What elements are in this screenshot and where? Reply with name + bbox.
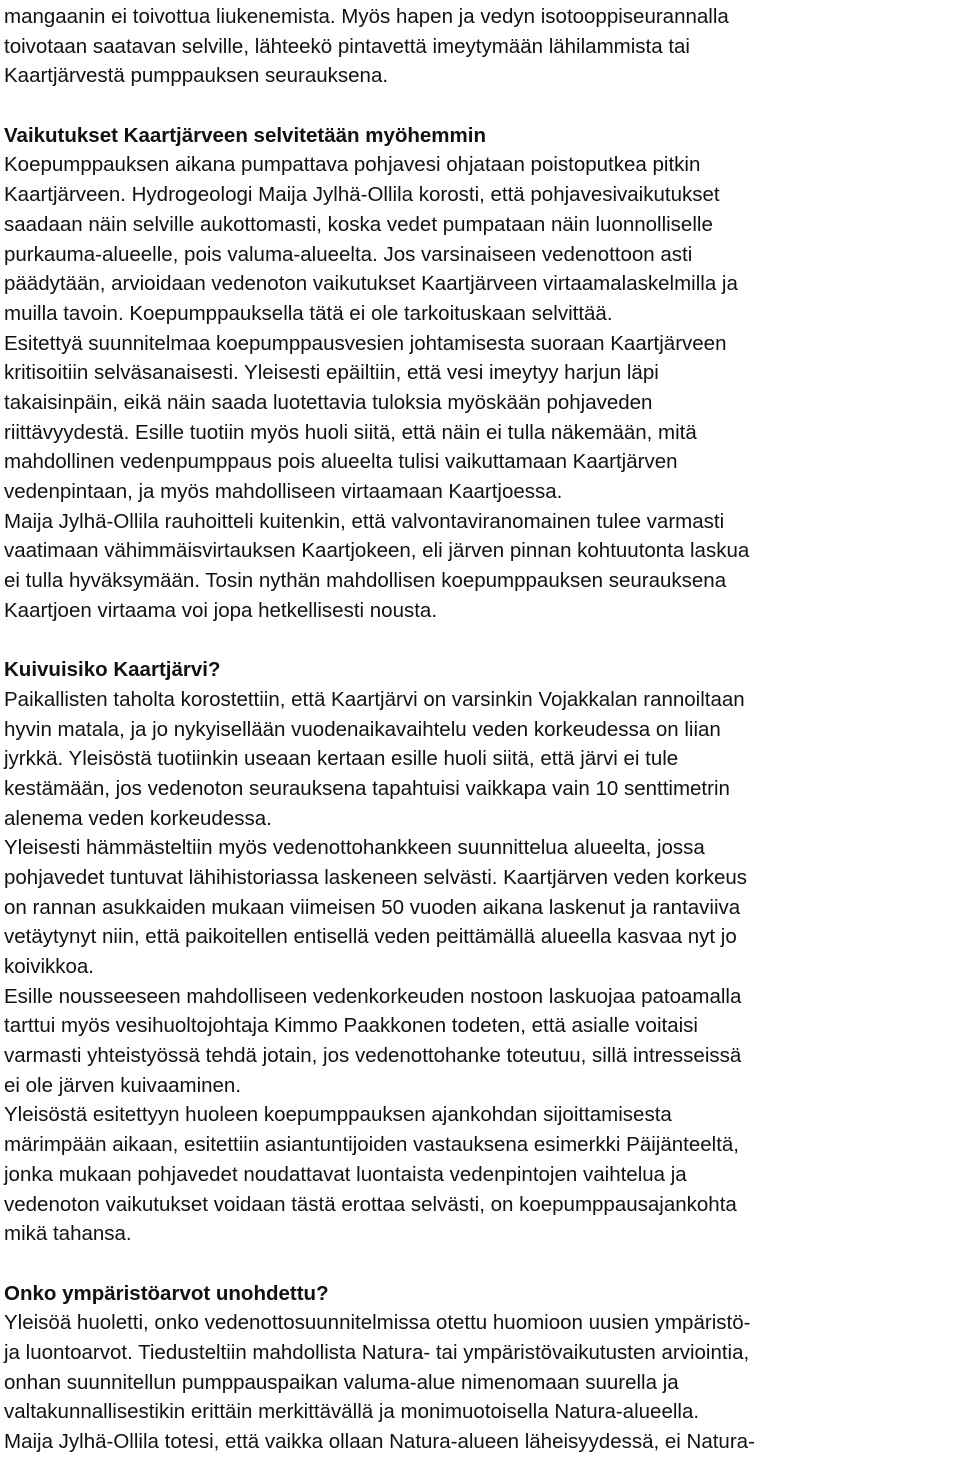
text-line: mangaanin ei toivottua liukenemista. Myös hapen ja vedyn isotooppiseurannalla <box>4 5 729 28</box>
text-line: ei ole järven kuivaaminen. <box>4 1073 242 1097</box>
text-line: valtakunnallisestikin erittäin merkittävällä ja monimuotoisella Natura-alueella. <box>4 1400 700 1424</box>
text-line: vedenoton vaikutukset voidaan tästä erottaa selvästi, on koepumppausajankohta <box>4 1192 737 1216</box>
text-line: alenema veden korkeudessa. <box>4 806 272 830</box>
text-line: vetäytynyt niin, että paikoitellen entisellä veden peittämällä alueella kasvaa nyt jo <box>4 925 737 949</box>
paragraph-intro <box>4 2 960 91</box>
text-line: Esille nousseeseen mahdolliseen vedenkorkeuden nostoon laskuojaa patoamalla <box>4 984 742 1008</box>
text-line: vaatimaan vähimmäisvirtauksen Kaartjokeen, eli järven pinnan kohtuutonta laskua <box>4 539 750 563</box>
paragraph-gap <box>4 91 960 121</box>
section-body <box>4 1308 960 1456</box>
paragraph-gap <box>4 625 960 655</box>
section-heading: Vaikutukset Kaartjärveen selvitetään myöhemmin <box>4 123 486 147</box>
text-line: Yleisöä huoletti, onko vedenottosuunnitelmissa otettu huomioon uusien ympäristö- <box>4 1311 751 1335</box>
text-line: takaisinpäin, eikä näin saada luotettavia tuloksia myöskään pohjaveden <box>4 390 653 414</box>
text-line: tarttui myös vesihuoltojohtaja Kimmo Paakkonen todeten, että asialle voitaisi <box>4 1014 698 1038</box>
text-line: kestämään, jos vedenoton seurauksena tapahtuisi vaikkapa vain 10 senttimetrin <box>4 776 730 800</box>
section-body <box>4 150 960 625</box>
text-line: Esitettyä suunnitelmaa koepumppausvesien johtamisesta suoraan Kaartjärveen <box>4 331 727 355</box>
text-line: Koepumppauksen aikana pumpattava pohjavesi ohjataan poistoputkea pitkin <box>4 153 701 177</box>
text-line: muilla tavoin. Koepumppauksella tätä ei ole tarkoituskaan selvittää. <box>4 301 613 325</box>
text-line: toivotaan saatavan selville, lähteekö pintavettä imeytymään lähilammista tai <box>4 34 690 58</box>
text-line: ei tulla hyväksymään. Tosin nythän mahdollisen koepumppauksen seurauksena <box>4 569 727 593</box>
text-line: märimpään aikaan, esitettiin asiantuntijoiden vastauksena esimerkki Päijänteeltä, <box>4 1133 739 1157</box>
text-line: ja luontoarvot. Tiedusteltiin mahdollista Natura- tai ympäristövaikutusten arviointia, <box>4 1340 750 1364</box>
text-line: mahdollinen vedenpumppaus pois alueelta tulisi vaikuttamaan Kaartjärven <box>4 450 678 474</box>
text-line: vedenpintaan, ja myös mahdolliseen virtaamaan Kaartjoessa. <box>4 480 563 503</box>
text-line: Yleisesti hämmästeltiin myös vedenottohankkeen suunnittelua alueelta, jossa <box>4 836 705 860</box>
text-line: saadaan näin selville aukottomasti, koska vedet pumpataan näin luonnolliselle <box>4 212 713 236</box>
text-line: koivikkoa. <box>4 955 95 978</box>
text-line: Paikallisten taholta korostettiin, että Kaartjärvi on varsinkin Vojakkalan rannoiltaan <box>4 687 745 711</box>
text-line: pohjavedet tuntuvat lähihistoriassa laskeneen selvästi. Kaartjärven veden korkeus <box>4 865 747 889</box>
text-line: jyrkkä. Yleisöstä tuotiinkin useaan kertaan esille huoli siitä, että järvi ei tule <box>4 747 679 771</box>
text-line: Yleisöstä esitettyyn huoleen koepumppauksen ajankohdan sijoittamisesta <box>4 1103 672 1127</box>
section-body <box>4 685 960 1249</box>
text-line: Kaartjärvestä pumppauksen seurauksena. <box>4 64 389 88</box>
text-line: Maija Jylhä-Ollila totesi, että vaikka ollaan Natura-alueen läheisyydessä, ei Natura- <box>4 1430 755 1453</box>
text-line: onhan suunnitellun pumppauspaikan valuma-alue nimenomaan suurella ja <box>4 1370 679 1394</box>
paragraph-gap <box>4 1249 960 1279</box>
section-heading: Kuivuisiko Kaartjärvi? <box>4 658 221 682</box>
section-heading: Onko ympäristöarvot unohdettu? <box>4 1281 329 1305</box>
text-line: Kaartjoen virtaama voi jopa hetkellisesti nousta. <box>4 598 438 622</box>
text-line: varmasti yhteistyössä tehdä jotain, jos vedenottohanke toteutuu, sillä intresseissä <box>4 1044 742 1068</box>
text-line: mikä tahansa. <box>4 1222 132 1246</box>
text-line: jonka mukaan pohjavedet noudattavat luontaista vedenpintojen vaihtelua ja <box>4 1162 687 1186</box>
text-line: purkauma-alueelle, pois valuma-alueelta. Jos varsinaiseen vedenottoon asti <box>4 242 693 266</box>
text-line: hyvin matala, ja jo nykyisellään vuodenaikavaihtelu veden korkeudessa on liian <box>4 717 721 741</box>
text-line: Kaartjärveen. Hydrogeologi Maija Jylhä-Ollila korosti, että pohjavesivaikutukset <box>4 183 720 207</box>
text-line: kritisoitiin selväsanaisesti. Yleisesti epäiltiin, että vesi imeytyy harjun läpi <box>4 361 659 385</box>
text-line: päädytään, arvioidaan vedenoton vaikutukset Kaartjärveen virtaamalaskelmilla ja <box>4 272 738 296</box>
text-line: Maija Jylhä-Ollila rauhoitteli kuitenkin, että valvontaviranomainen tulee varmasti <box>4 509 725 533</box>
text-line: on rannan asukkaiden mukaan viimeisen 50 vuoden aikana laskenut ja rantaviiva <box>4 895 741 919</box>
text-line: riittävyydestä. Esille tuotiin myös huoli siitä, että näin ei tulla näkemään, mitä <box>4 420 697 444</box>
document-page <box>4 2 960 1457</box>
